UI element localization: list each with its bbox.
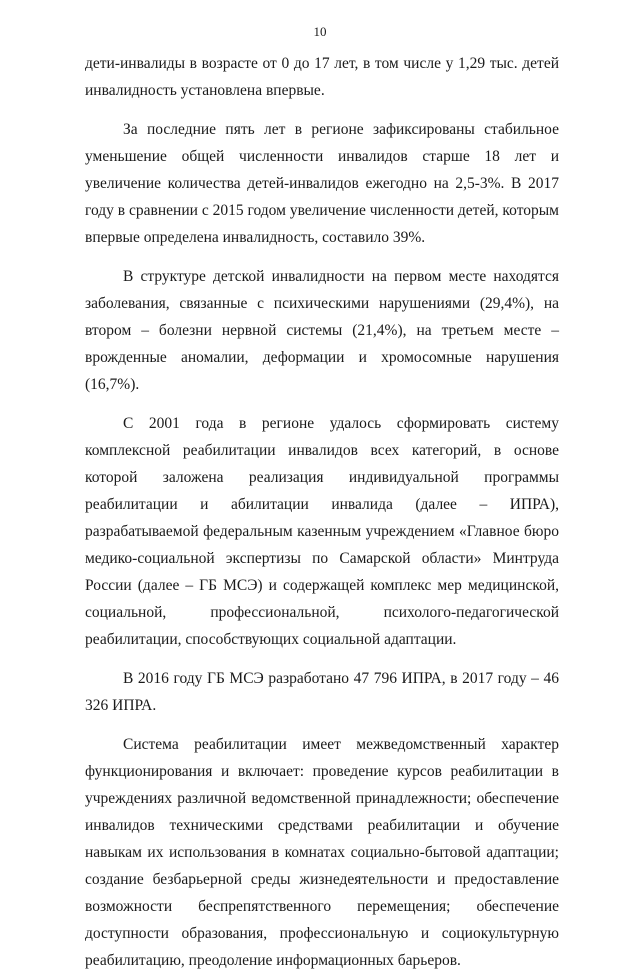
paragraph-ipra-counts: В 2016 году ГБ МСЭ разработано 47 796 ИПРА, в 2017 году – 46 326 ИПРА. [85,670,559,714]
paragraph-rehabilitation-system: С 2001 года в регионе удалось сформировать систему комплексной реабилитации инвалидов всех категорий, в основе которой заложена реализация индивидуальной программы реабилитации и абилитации инвалида (далее – ИПРА), разрабатываемой федеральным казенным учреждением «Главное бюро медико-социальной экспертизы по Самарской области» Минтруда России (далее – ГБ МСЭ) и содержащей комплекс мер медицинской, социальной, профессиональной, психолого-педагогической реабилитации, способствующих социальной адаптации. [85,415,559,648]
paragraph-structure: В структуре детской инвалидности на первом месте находятся заболевания, связанные с психическими нарушениями (29,4%), на втором – болезни нервной системы (21,4%), на третьем месте – врожденные аномалии, деформации и хромосомные нарушения (16,7%). [85,268,559,393]
paragraph-system-functions: Система реабилитации имеет межведомственный характер функционирования и включает: проведение курсов реабилитации в учреждениях различной ведомственной принадлежности; обеспечение инвалидов техническими средствами реабилитации и обучение навыкам их использования в комнатах социально-бытовой адаптации; создание безбарьерной среды жизнедеятельности и предоставление возможности беспрепятственного перемещения; обеспечение доступности образования, профессиональную и социокультурную реабилитацию, преодоление информационных барьеров. [85,736,559,969]
paragraph-trends: За последние пять лет в регионе зафиксированы стабильное уменьшение общей численности инвалидов старше 18 лет и увеличение количества детей-инвалидов ежегодно на 2,5-3%. В 2017 году в сравнении с 2015 годом увеличение численности детей, которым впервые определена инвалидность, составило 39%. [85,121,559,246]
paragraph-continued: дети-инвалиды в возрасте от 0 до 17 лет, в том числе у 1,29 тыс. детей инвалидность установлена впервые. [85,55,559,99]
page-number: 10 [313,24,327,39]
body-text [85,50,559,974]
